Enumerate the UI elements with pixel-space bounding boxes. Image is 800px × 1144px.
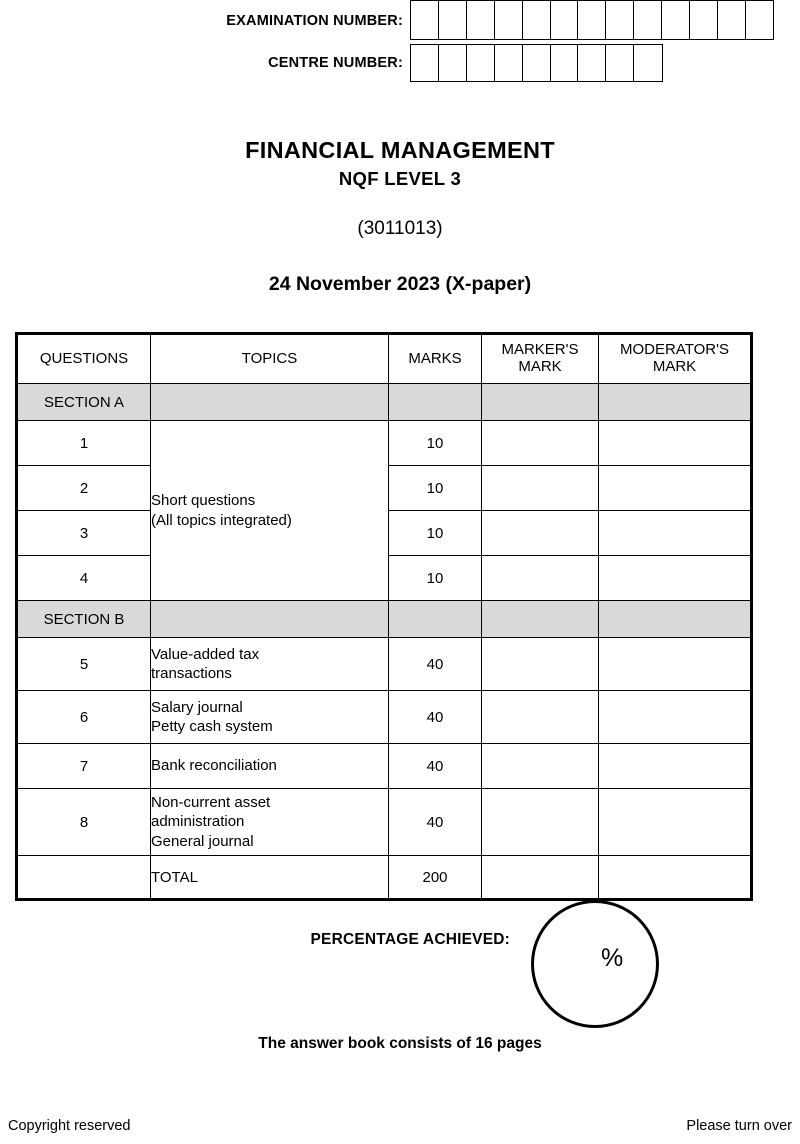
marker-mark-cell[interactable] [482,421,599,466]
topic-line2: administration [151,813,245,831]
total-moderator-mark-cell[interactable] [599,856,752,900]
marks-table-container [15,332,750,901]
topic-line1: Bank reconciliation [151,757,277,775]
topic-line1: Value-added tax [151,645,260,663]
examination-number-box[interactable] [717,0,747,40]
examination-number-boxes[interactable] [410,0,774,40]
section-a-banner-topics [151,384,389,421]
section-a-banner-marker [482,384,599,421]
centre-number-box[interactable] [494,44,524,82]
header-questions: QUESTIONS [17,334,151,384]
table-row [17,638,752,691]
topic-line2: transactions [151,665,232,682]
centre-number-box[interactable] [577,44,607,82]
examination-number-box[interactable] [605,0,635,40]
question-number: 6 [17,691,151,744]
marker-mark-cell[interactable] [482,556,599,601]
question-marks: 40 [389,744,482,789]
moderator-mark-cell[interactable] [599,638,752,691]
total-row [17,856,752,900]
centre-number-boxes[interactable] [410,44,663,82]
total-question-cell [17,856,151,900]
subject-title: FINANCIAL MANAGEMENT [245,137,555,163]
examination-number-box[interactable] [466,0,496,40]
examination-number-box[interactable] [577,0,607,40]
examination-number-label: EXAMINATION NUMBER: [226,13,403,29]
examination-number-box[interactable] [689,0,719,40]
question-number: 3 [17,511,151,556]
section-a-topics-cell [151,421,389,601]
total-marks: 200 [389,856,482,900]
section-a-banner-marks [389,384,482,421]
examination-number-box[interactable] [661,0,691,40]
centre-number-box[interactable] [605,44,635,82]
centre-number-row [0,44,800,86]
copyright-notice: Copyright reserved [8,1118,131,1134]
moderator-mark-cell[interactable] [599,511,752,556]
section-b-banner-row [17,601,752,638]
examination-number-box[interactable] [745,0,775,40]
section-a-banner-row [17,384,752,421]
marker-mark-cell[interactable] [482,466,599,511]
centre-number-box[interactable] [522,44,552,82]
marks-table [15,332,753,901]
question-marks: 40 [389,789,482,856]
question-marks: 10 [389,556,482,601]
section-a-topic-line1: Short questions [151,492,256,509]
topic-line1: Non-current asset [151,793,271,811]
total-marker-mark-cell[interactable] [482,856,599,900]
marker-mark-cell[interactable] [482,789,599,856]
examination-number-row [0,0,800,42]
examination-number-box[interactable] [410,0,440,40]
percentage-achieved-label: PERCENTAGE ACHIEVED: [310,931,510,948]
question-marks: 40 [389,691,482,744]
pages-note: The answer book consists of 16 pages [258,1035,542,1052]
marker-mark-cell[interactable] [482,691,599,744]
turn-over-notice: Please turn over [686,1118,792,1134]
percent-sign: % [601,944,624,972]
table-row [17,421,752,466]
centre-number-box[interactable] [633,44,663,82]
header-topics: TOPICS [151,334,389,384]
moderator-mark-cell[interactable] [599,691,752,744]
marker-mark-cell[interactable] [482,638,599,691]
question-number: 4 [17,556,151,601]
marker-mark-cell[interactable] [482,511,599,556]
question-topic [151,691,389,744]
header-marks: MARKS [389,334,482,384]
examination-number-box[interactable] [494,0,524,40]
id-number-block [0,0,800,86]
table-row [17,744,752,789]
table-header-row [17,334,752,384]
examination-number-box[interactable] [550,0,580,40]
total-label: TOTAL [151,856,389,900]
examination-number-box[interactable] [633,0,663,40]
question-marks: 10 [389,511,482,556]
header-moderators-mark-line2: MARK [652,358,697,375]
section-a-label: SECTION A [17,384,151,421]
centre-number-box[interactable] [550,44,580,82]
topic-line1: Salary journal [151,698,243,716]
section-a-topic-line2: (All topics integrated) [151,511,292,529]
question-number: 1 [17,421,151,466]
qualification-level: NQF LEVEL 3 [338,167,462,189]
question-topic [151,638,389,691]
question-topic [151,744,389,789]
section-a-banner-moderator [599,384,752,421]
centre-number-label: CENTRE NUMBER: [268,55,403,71]
question-marks: 10 [389,466,482,511]
marker-mark-cell[interactable] [482,744,599,789]
exam-date: 24 November 2023 (X-paper) [268,272,532,295]
topic-line3: General journal [151,832,254,850]
paper-code: (3011013) [357,217,443,239]
question-topic [151,789,389,856]
examination-number-box[interactable] [522,0,552,40]
section-b-banner-moderator [599,601,752,638]
moderator-mark-cell[interactable] [599,466,752,511]
page-footer [0,1118,800,1138]
topic-line2: Petty cash system [151,718,273,735]
moderator-mark-cell[interactable] [599,789,752,856]
moderator-mark-cell[interactable] [599,744,752,789]
moderator-mark-cell[interactable] [599,421,752,466]
examination-number-box[interactable] [438,0,468,40]
percentage-circle[interactable] [531,900,659,1028]
moderator-mark-cell[interactable] [599,556,752,601]
title-block [0,138,800,296]
header-moderators-mark-line1: MODERATOR'S [620,341,729,359]
percentage-achieved-block [0,895,800,1035]
section-b-banner-topics [151,601,389,638]
question-number: 7 [17,744,151,789]
question-number: 5 [17,638,151,691]
question-number: 8 [17,789,151,856]
section-b-label: SECTION B [17,601,151,638]
centre-number-box[interactable] [438,44,468,82]
question-marks: 10 [389,421,482,466]
section-b-banner-marks [389,601,482,638]
table-row [17,691,752,744]
centre-number-box[interactable] [466,44,496,82]
header-markers-mark-line2: MARK [518,358,562,375]
centre-number-box[interactable] [410,44,440,82]
header-markers-mark-line1: MARKER'S [501,341,579,359]
table-row [17,789,752,856]
question-marks: 40 [389,638,482,691]
section-b-banner-marker [482,601,599,638]
header-moderators-mark [599,334,752,384]
question-number: 2 [17,466,151,511]
header-markers-mark [482,334,599,384]
